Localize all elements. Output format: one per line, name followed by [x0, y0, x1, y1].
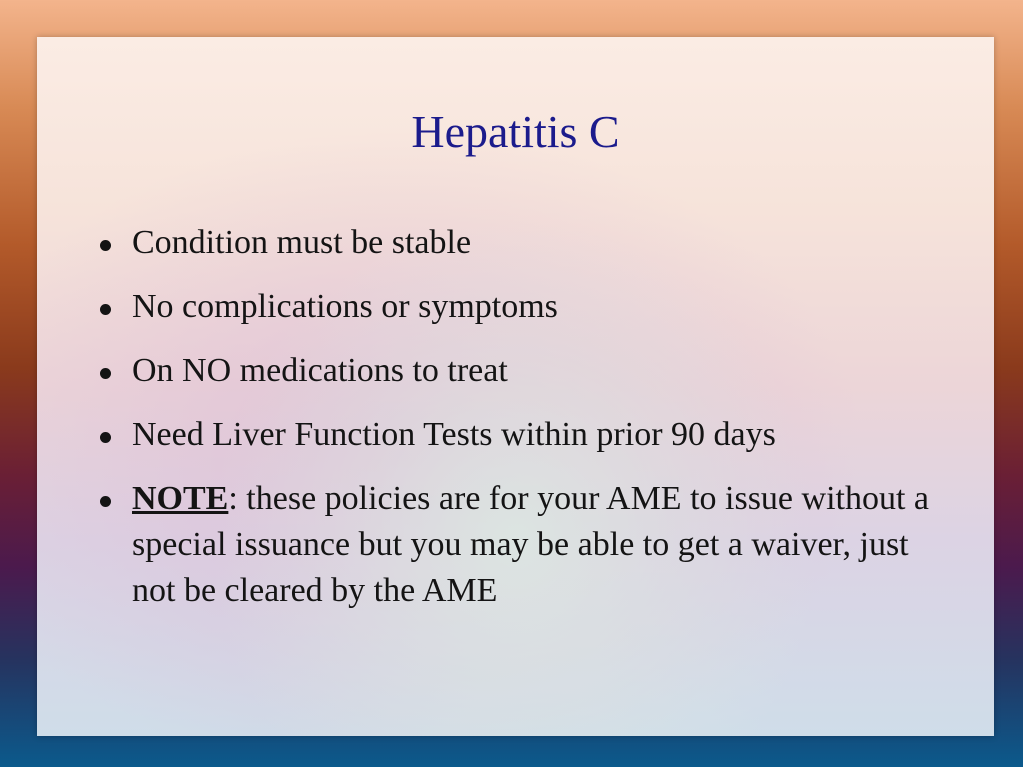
bullet-item: [94, 220, 944, 266]
note-bullet-item: [94, 476, 944, 614]
bullet-text: No complications or symptoms: [132, 288, 558, 325]
bullet-text: Condition must be stable: [132, 224, 472, 261]
bullet-dot-icon: [100, 368, 111, 379]
note-label: NOTE: [132, 480, 229, 517]
bullet-item: [94, 348, 944, 394]
bullet-item: [94, 284, 944, 330]
bullet-dot-icon: [100, 304, 111, 315]
bullet-dot-icon: [100, 432, 111, 443]
bullet-text: On NO medications to treat: [132, 352, 508, 389]
bullet-dot-icon: [100, 496, 111, 507]
slide-panel: [37, 37, 994, 736]
note-text: : these policies are for your AME to issue without a special issuance but you may be able to get a waiver, just not be cleared by the AME: [132, 480, 929, 609]
bullet-list: [94, 220, 944, 632]
bullet-item: [94, 412, 944, 458]
bullet-dot-icon: [100, 240, 111, 251]
slide-title: Hepatitis C: [411, 106, 620, 157]
bullet-text: Need Liver Function Tests within prior 90 days: [132, 416, 776, 453]
